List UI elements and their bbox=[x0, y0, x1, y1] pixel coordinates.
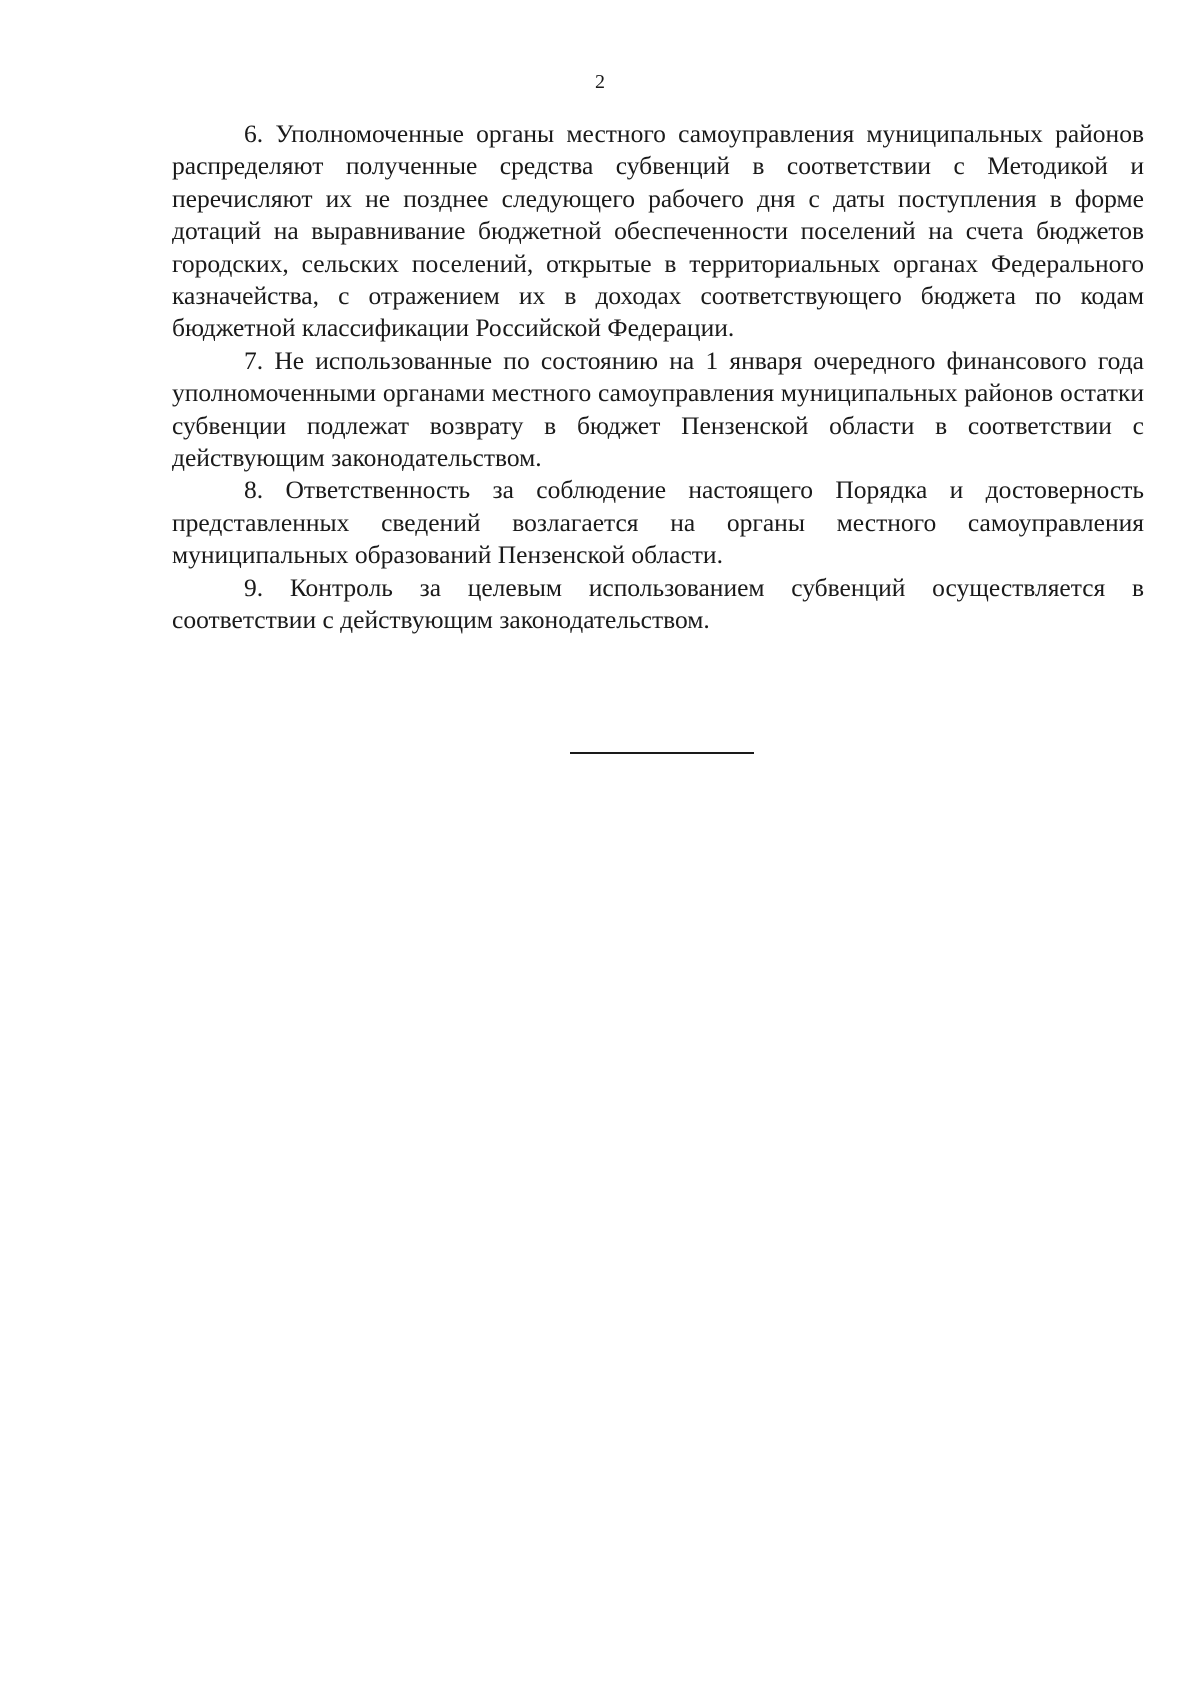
end-divider-line bbox=[570, 752, 754, 754]
page-number: 2 bbox=[595, 71, 605, 93]
document-body bbox=[172, 118, 1144, 637]
paragraph-7: 7. Не использованные по состоянию на 1 января очередного финансового года уполномоченными органами местного самоуправления муниципальных районов остатки субвенции подлежат возврату в бюджет Пензенской области в соответствии с действующим законодательством. bbox=[172, 345, 1144, 473]
paragraph-8: 8. Ответственность за соблюдение настоящего Порядка и достоверность представленных сведений возлагается на органы местного самоуправления муниципальных образований Пензенской области. bbox=[172, 475, 1144, 570]
paragraph-6: 6. Уполномоченные органы местного самоуправления муниципальных районов распределяют полученные средства субвенций в соответствии с Методикой и перечисляют их не позднее следующего рабочего дня с даты поступления в форме дотаций на выравнивание бюджетной обеспеченности поселений на счета бюджетов городских, сельских поселений, открытые в территориальных органах Федерального казначейства, с отражением их в доходах соответствующего бюджета по кодам бюджетной классификации Российской Федерации. bbox=[172, 119, 1144, 343]
paragraph-9: 9. Контроль за целевым использованием субвенций осуществляется в соответствии с действующим законодательством. bbox=[172, 572, 1144, 635]
